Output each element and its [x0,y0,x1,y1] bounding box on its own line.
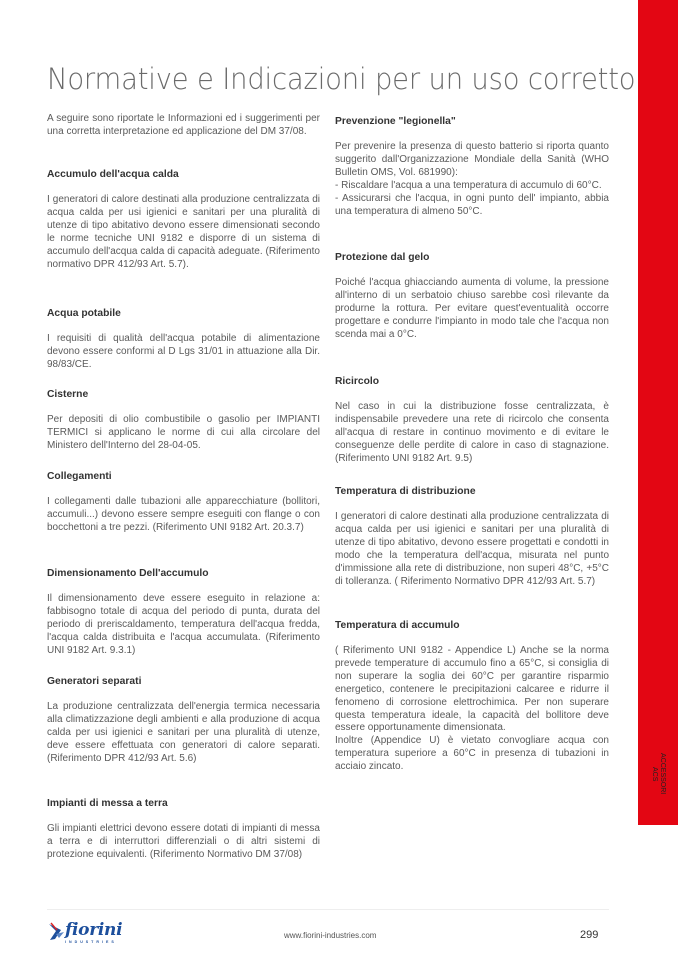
section-heading: Temperatura di distribuzione [335,486,476,497]
section-text: I requisiti di qualità dell'acqua potabile di alimentazione devono essere conformi al D Lgs 31/01 in attuazione alla Dir. 98/83/CE. [47,333,320,370]
section-temperatura-accumulo [335,619,609,774]
section-generatori-separati [47,675,320,766]
footer-divider [47,909,609,910]
section-heading: Generatori separati [47,676,142,687]
section-text: Gli impianti elettrici devono essere dotati di impianti di messa a terra e di interruttori differenziali o di altri sistemi di protezione equivalenti. (Riferimento Normativo DM 37/08) [47,823,320,860]
section-heading: Collegamenti [47,471,112,482]
fiorini-logo[interactable]: fiorini INDUSTRIES [47,922,122,944]
section-heading: Accumulo dell'acqua calda [47,169,179,180]
section-accumulo-acqua-calda [47,168,320,271]
section-dimensionamento [47,567,320,658]
section-legionella [335,115,609,218]
section-collegamenti [47,470,320,535]
section-acqua-potabile [47,307,320,372]
section-text: Poiché l'acqua ghiacciando aumenta di volume, la pressione all'interno di un serbatoio chiuso sarebbe così rilevante da produrne la rottura. Per evitare quest'eventualità occorre progettare e condurre l'impianto in modo tale che l'acqua non scenda mai a 0°C. [335,277,609,340]
section-protezione-gelo [335,251,609,342]
section-text: ( Riferimento UNI 9182 - Appendice L) Anche se la norma prevede temperature di accumulo fino a 65°C, si consiglia di non superare la soglia dei 60°C per garantire risparmio energetico, contenere le precipitazioni calcaree e ridurre il fenomeno di corrosione elettrochimica. Per non superare questa temperatura ideale, la capacità del bollitore deve essere opportunamente dimensionata. Inoltre (Appendice U) è vietato convogliare acqua con temperatura superiore a 60°C in presenza di tubazioni in acciaio zincato. [335,645,609,773]
website-link[interactable]: www.fiorini-industries.com [284,931,377,940]
section-text: I collegamenti dalle tubazioni alle apparecchiature (bollitori, accumuli...) devono essere sempre eseguiti con flange o con bocchettoni a tre pezzi. (Riferimento UNI 9182 Art. 20.3.7) [47,496,320,533]
page-title: Normative e Indicazioni per un uso corretto [47,62,636,96]
page-number: 299 [580,929,599,941]
section-text: I generatori di calore destinati alla produzione centralizzata di acqua calda per usi igienici e sanitari per una pluralità di utenze di tipo abitativo devono essere dimensionati secondo le norme tecniche UNI 9182 e disporre di un sistema di accumulo dell'acqua calda di capacità adeguate. (Riferimento normativo DPR 412/93 Art. 5.7). [47,194,320,270]
section-heading: Protezione dal gelo [335,252,430,263]
section-heading: Prevenzione "legionella" [335,116,456,127]
section-heading: Ricircolo [335,376,380,387]
bird-logo-icon [47,922,65,942]
section-text: Nel caso in cui la distribuzione fosse centralizzata, è indispensabile prevedere una rete di ricircolo che consenta all'acqua di restare in continuo movimento e di evitare le conseguenze delle perdite di calore in caso di stagnazione. (Riferimento UNI 9182 Art. 9.5) [335,401,609,464]
section-heading: Cisterne [47,389,89,400]
section-text: I generatori di calore destinati alla produzione centralizzata di acqua calda per usi igienici e sanitari per una pluralità di utenze di tipo abitativo, devono essere progettati e condotti in modo che la temperatura dell'acqua, misurata nel punto d'immissione alla rete di distribuzione, non superi 48°C, +5°C di tolleranza. ( Riferimento Normativo DPR 412/93 Art. 5.7) [335,511,609,587]
section-text: Il dimensionamento deve essere eseguito in relazione a: fabbisogno totale di acqua del periodo di punta, durata del periodo di preriscaldamento, temperatura dell'acqua fredda, l'acqua calda distribuita e l'acqua accumulata. (Riferimento UNI 9182 Art. 9.3.1) [47,593,320,656]
section-text: Per prevenire la presenza di questo batterio si riporta quanto suggerito dall'Organizzazione Mondiale della Sanità (WHO Bulletin OMS, Vol. 681990): - Riscaldare l'acqua a una temperatura di accumulo di 60°C. - Assicurarsi che l'acqua, in ogni punto dell' impianto, abbia una temperatura di almeno 50°C. [335,141,609,217]
section-side-tab [638,0,678,825]
section-messa-a-terra [47,797,320,862]
intro [47,113,320,139]
section-heading: Acqua potabile [47,308,121,319]
intro-text: A seguire sono riportate le Informazioni ed i suggerimenti per una corretta interpretazione ed applicazione del DM 37/08. [47,113,320,137]
section-ricircolo [335,375,609,466]
section-text: La produzione centralizzata dell'energia termica necessaria alla climatizzazione degli ambienti e alla produzione di acqua calda per usi igienici e sanitari per una pluralità di utenze, deve essere effettuata con generatori di calore separati. (Riferimento DPR 412/93 Art. 5.6) [47,701,320,764]
section-side-tab-label: ACCESSORI ACS [651,753,666,795]
section-heading: Dimensionamento Dell'accumulo [47,568,209,579]
section-text: Per depositi di olio combustibile o gasolio per IMPIANTI TERMICI si applicano le norme di cui alla circolare del Ministero dell'Interno del 28-04-05. [47,414,320,451]
section-heading: Temperatura di accumulo [335,620,460,631]
section-temperatura-distribuzione [335,485,609,588]
section-heading: Impianti di messa a terra [47,798,168,809]
section-cisterne [47,388,320,453]
